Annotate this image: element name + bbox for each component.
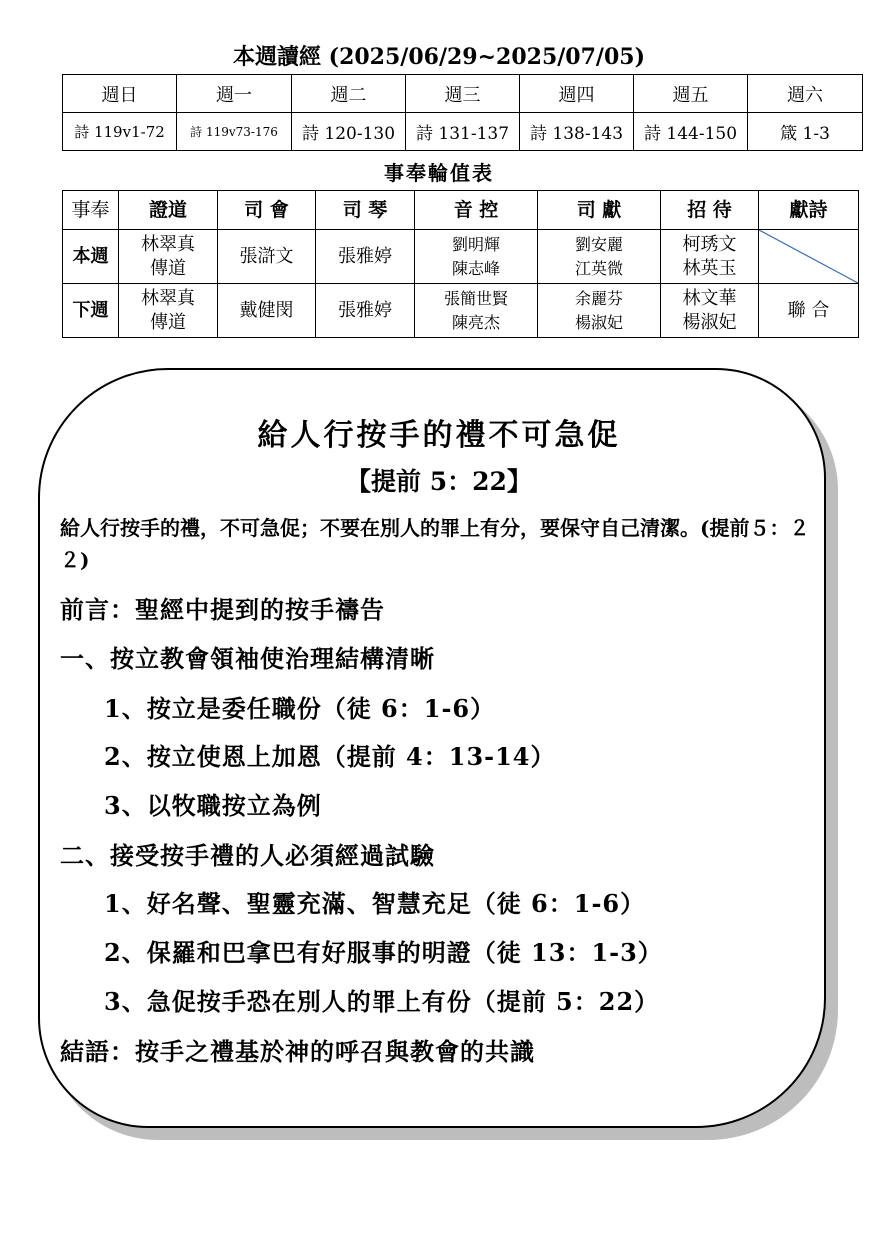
day-wed: 週三 <box>406 75 520 113</box>
this-week-piano: 張雅婷 <box>316 230 415 284</box>
next-week-preaching <box>119 284 218 338</box>
this-week-preacher-title: 傳道 <box>150 257 186 279</box>
day-sat: 週六 <box>748 75 863 113</box>
reading-title: 本週讀經 (2025/06/29~2025/07/05) <box>233 44 645 70</box>
this-week-preaching <box>119 230 218 284</box>
ref-tue: 詩 120-130 <box>292 113 406 151</box>
day-mon: 週一 <box>177 75 292 113</box>
day-sun: 週日 <box>63 75 177 113</box>
outline-intro: 前言：聖經中提到的按手禱告 <box>60 595 385 624</box>
duty-row-next-week <box>63 284 859 338</box>
this-week-sound-2: 陳志峰 <box>451 258 500 278</box>
reading-days-row <box>63 75 863 113</box>
outline-point-1-1: 1、按立是委任職份（徒 6：1-6） <box>104 694 496 723</box>
this-week-usher-1: 柯琇文 <box>682 233 737 255</box>
next-week-offering <box>538 284 661 338</box>
sermon-reference: 【提前 5：22】 <box>346 467 532 496</box>
this-week-host: 張滸文 <box>218 230 316 284</box>
sermon-title: 給人行按手的禮不可急促 <box>257 418 621 453</box>
ref-thu: 詩 138-143 <box>520 113 634 151</box>
this-week-offering-1: 劉安麗 <box>574 234 623 254</box>
reading-refs-row <box>63 113 863 151</box>
duty-header-row <box>63 191 859 230</box>
this-week-choir-empty <box>759 230 859 284</box>
next-week-usher-1: 林文華 <box>682 287 737 309</box>
next-week-preacher-title: 傳道 <box>150 311 186 333</box>
duty-roster-table <box>62 190 859 338</box>
this-week-usher-2: 林英玉 <box>682 257 737 279</box>
day-thu: 週四 <box>520 75 634 113</box>
next-week-sound <box>415 284 538 338</box>
header-host: 司 會 <box>218 191 316 230</box>
ref-fri: 詩 144-150 <box>634 113 748 151</box>
this-week-ushers <box>661 230 759 284</box>
next-week-preacher-name: 林翠真 <box>141 287 195 309</box>
diagonal-slash <box>759 230 858 283</box>
next-week-choir: 聯 合 <box>759 284 859 338</box>
scripture-verse: 給人行按手的禮，不可急促；不要在別人的罪上有分，要保守自己清潔。(提前５：２２) <box>60 516 810 572</box>
day-fri: 週五 <box>634 75 748 113</box>
next-week-ushers <box>661 284 759 338</box>
row-label-next-week: 下週 <box>63 284 119 338</box>
header-preaching: 證道 <box>119 191 218 230</box>
outline-point-2-2: 2、保羅和巴拿巴有好服事的明證（徒 13：1-3） <box>104 938 663 967</box>
header-offering: 司 獻 <box>538 191 661 230</box>
ref-sat: 箴 1-3 <box>748 113 863 151</box>
reading-schedule-table <box>62 74 863 151</box>
duty-title: 事奉輪值表 <box>384 161 494 185</box>
row-label-this-week: 本週 <box>63 230 119 284</box>
this-week-offering-2: 江英微 <box>574 258 623 278</box>
outline-conclusion: 結語：按手之禮基於神的呼召與教會的共識 <box>60 1037 535 1066</box>
ref-sun: 詩 119v1-72 <box>63 113 177 151</box>
header-ushers: 招 待 <box>661 191 759 230</box>
next-week-host: 戴健閔 <box>218 284 316 338</box>
this-week-sound <box>415 230 538 284</box>
this-week-offering <box>538 230 661 284</box>
ref-wed: 詩 131-137 <box>406 113 520 151</box>
day-tue: 週二 <box>292 75 406 113</box>
outline-point-1-3: 3、以牧職按立為例 <box>104 791 322 820</box>
outline-point-2-1: 1、好名聲、聖靈充滿、智慧充足（徒 6：1-6） <box>104 889 646 918</box>
next-week-usher-2: 楊淑妃 <box>682 311 737 333</box>
header-sound: 音 控 <box>415 191 538 230</box>
header-piano: 司 琴 <box>316 191 415 230</box>
this-week-sound-1: 劉明輝 <box>451 234 500 254</box>
outline-point-2: 二、接受按手禮的人必須經過試驗 <box>60 841 435 870</box>
duty-row-this-week <box>63 230 859 284</box>
next-week-offering-2: 楊淑妃 <box>574 312 623 332</box>
next-week-offering-1: 余麗芬 <box>574 288 623 308</box>
ref-mon: 詩 119v73-176 <box>177 113 292 151</box>
outline-point-2-3: 3、急促按手恐在別人的罪上有份（提前 5：22） <box>104 987 660 1016</box>
header-choir: 獻詩 <box>759 191 859 230</box>
outline-point-1: 一、按立教會領袖使治理結構清晰 <box>60 644 435 673</box>
outline-point-1-2: 2、按立使恩上加恩（提前 4：13-14） <box>104 742 556 771</box>
next-week-sound-1: 張簡世賢 <box>443 288 508 308</box>
this-week-preacher-name: 林翠真 <box>141 233 195 255</box>
next-week-piano: 張雅婷 <box>316 284 415 338</box>
header-service: 事奉 <box>63 191 119 230</box>
next-week-sound-2: 陳亮杰 <box>451 312 500 332</box>
